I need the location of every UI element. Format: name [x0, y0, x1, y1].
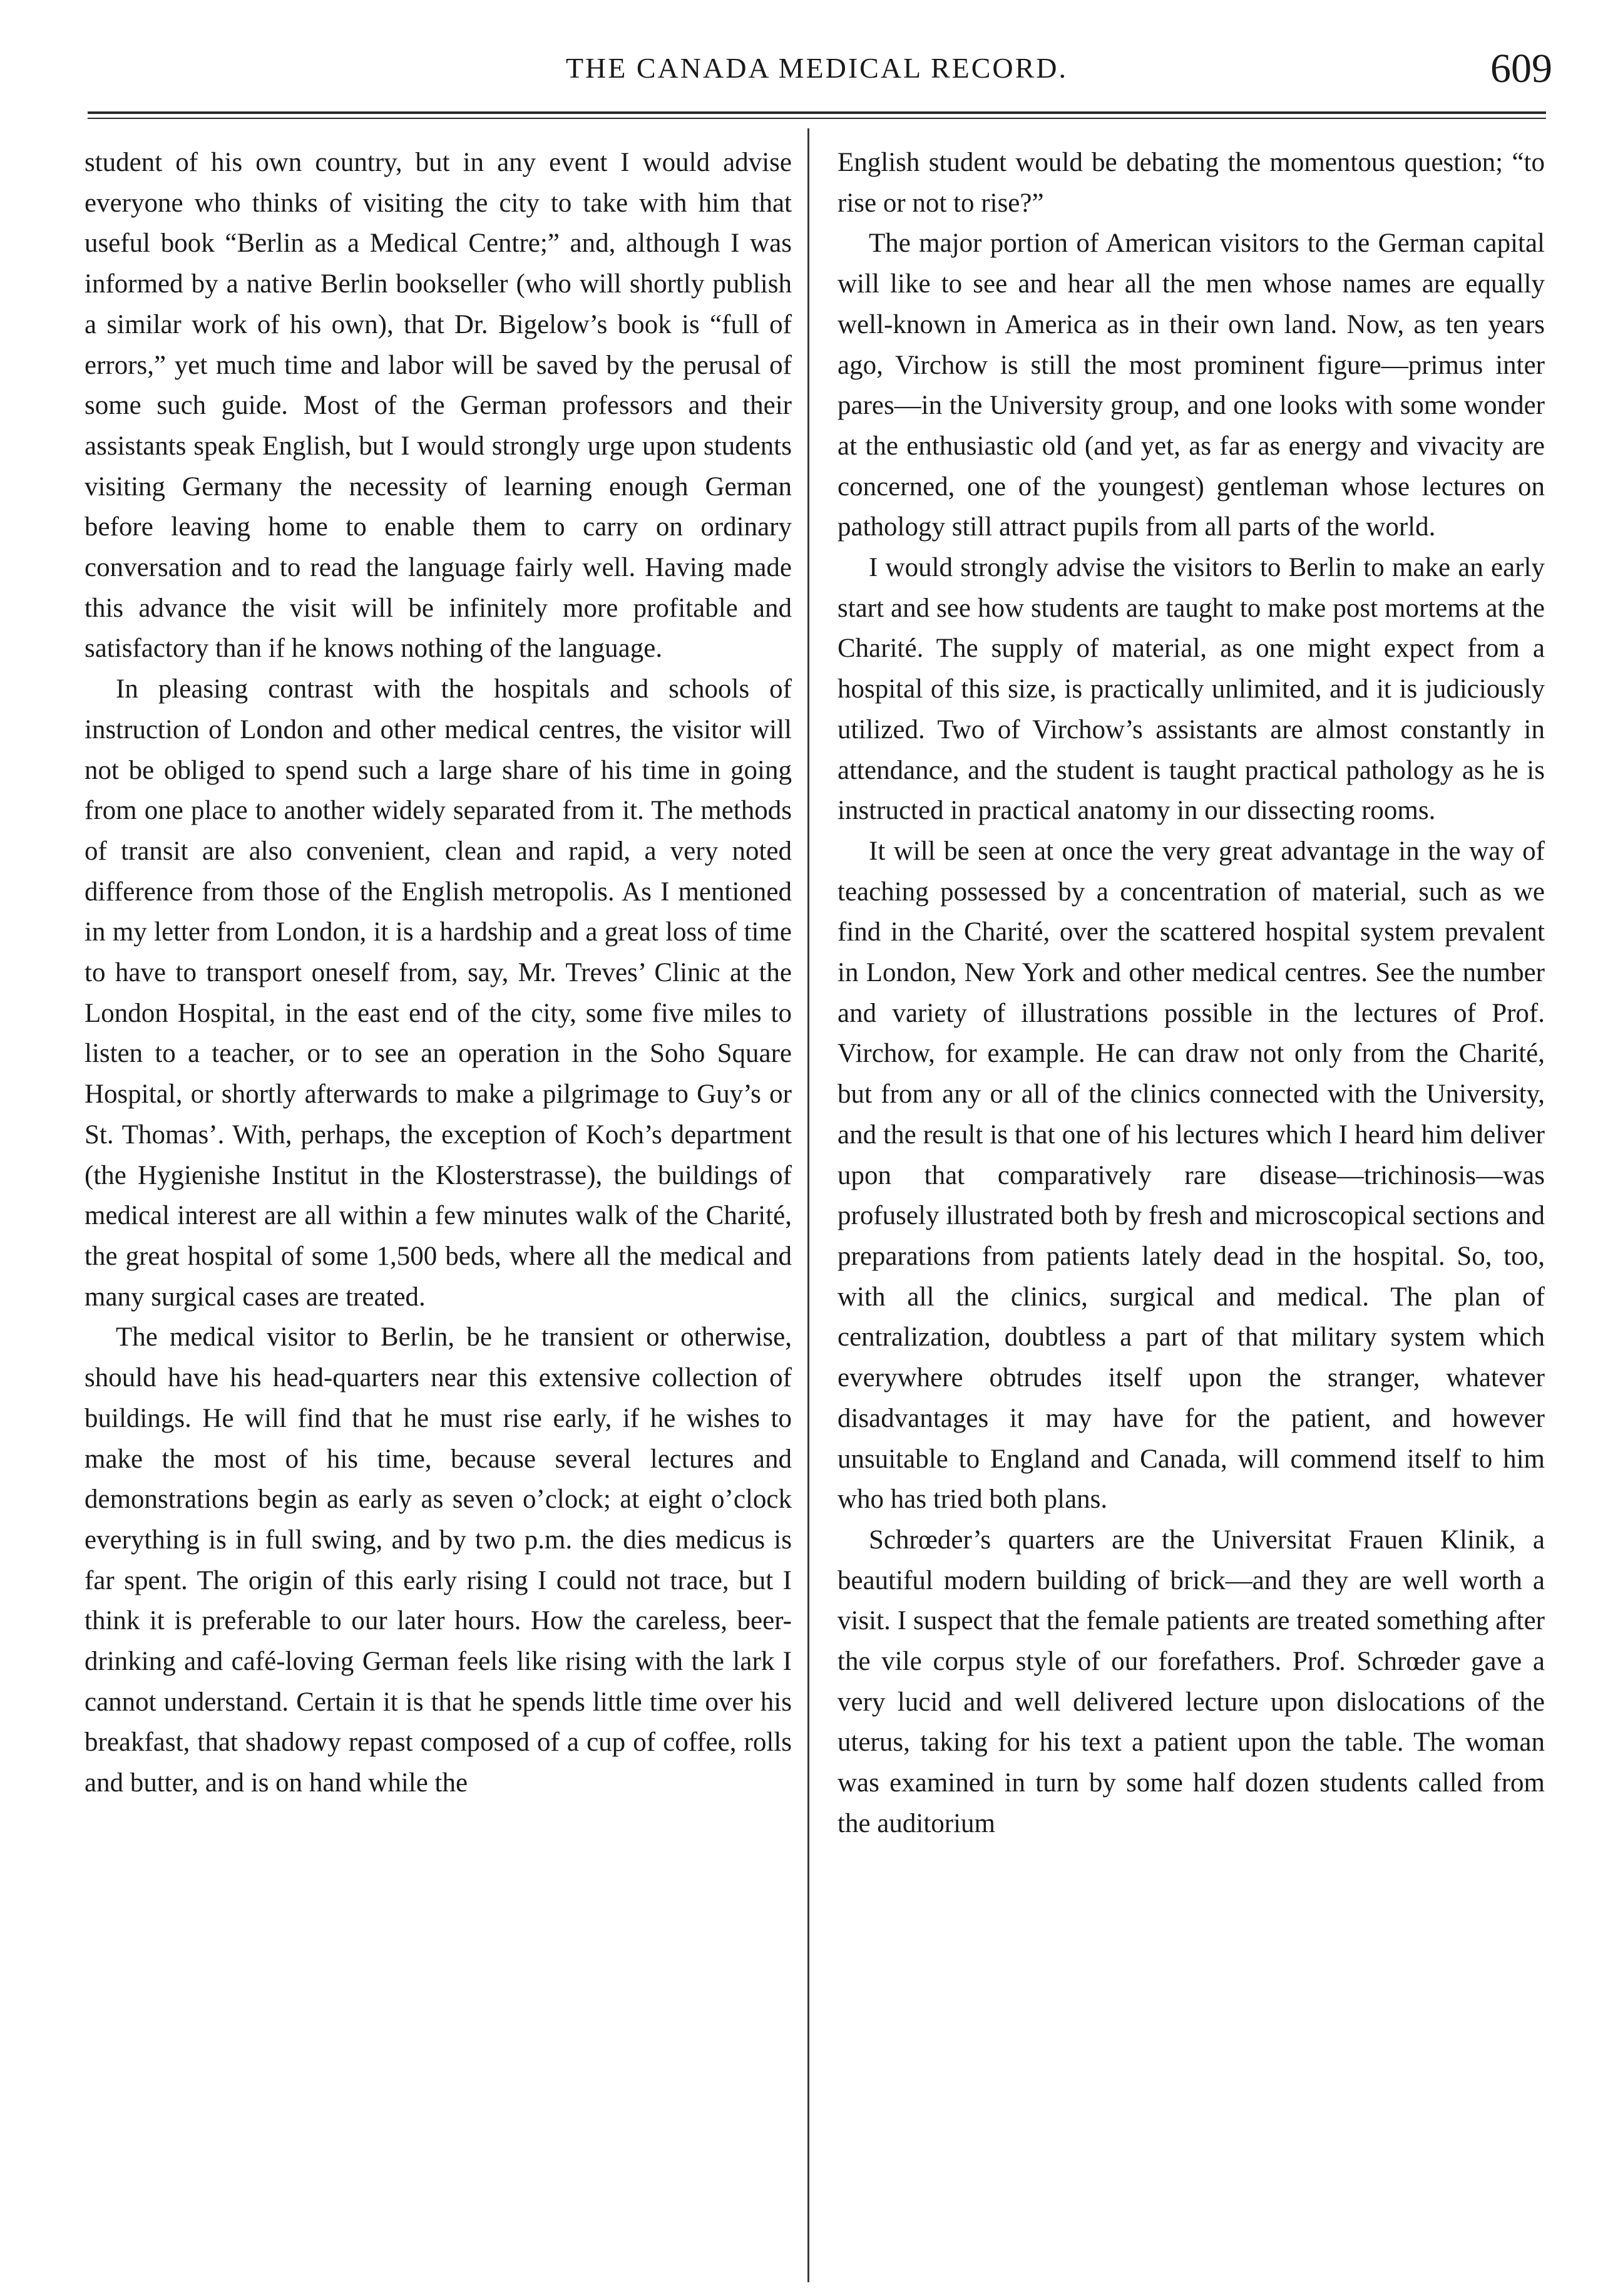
running-title: THE CANADA MEDICAL RECORD. — [565, 52, 1068, 84]
page-number: 609 — [1490, 46, 1552, 91]
paragraph: student of his own country, but in any event I would advise everyone who thinks of visiting the city to take with him that useful book “Berlin as a Medical Centre;” and, although I was informed by a native Berlin bookseller (who will shortly publish a similar work of his own), that Dr. Bigelow’s book is “full of errors,” yet much time and labor will be saved by the perusal of some such guide. Most of the German professors and their assistants speak English, but I would strongly urge upon students visiting Germany the necessity of learning enough German before leaving home to enable them to carry on ordinary conversation and to read the language fairly well. Having made this advance the visit will be infinitely more profitable and satisfactory than if he knows nothing of the language. — [85, 148, 792, 664]
paragraph: English student would be debating the momentous question; “to rise or not to rise?” — [837, 148, 1545, 218]
paragraph: In pleasing contrast with the hospitals and schools of instruction of London and other medical centres, the visitor will not be obliged to spend such a large share of his time in going from one place to another widely separated from it. The methods of transit are also convenient, clean and rapid, a very noted difference from those of the English metropolis. As I mentioned in my letter from London, it is a hardship and a great loss of time to have to transport oneself from, say, Mr. Treves’ Clinic at the London Hospital, in the east end of the city, some five miles to listen to a teacher, or to see an operation in the Soho Square Hospital, or shortly afterwards to make a pilgrimage to Guy’s or St. Thomas’. With, perhaps, the exception of Koch’s department (the Hygienishe Institut in the Klosterstrasse), the buildings of medical interest are all within a few minutes walk of the Charité, the great hospital of some 1,500 beds, where all the medical and many surgical cases are treated. — [85, 674, 792, 1312]
left-column — [85, 143, 792, 1804]
paragraph: The major portion of American visitors to the German capital will like to see and hear all the men whose names are equally well-known in America as in their own land. Now, as ten years ago, Virchow is still the most prominent figure—primus inter pares—in the University group, and one looks with some wonder at the enthusiastic old (and yet, as far as energy and vivacity are concerned, one of the youngest) gentleman whose lectures on pathology still attract pupils from all parts of the world. — [837, 229, 1545, 542]
paragraph: Schrœder’s quarters are the Universitat Frauen Klinik, a beautiful modern building of brick—and they are well worth a visit. I suspect that the female patients are treated something after the vile corpus style of our forefathers. Prof. Schrœder gave a very lucid and well delivered lecture upon dislocations of the uterus, taking for his text a patient upon the table. The woman was examined in turn by some half dozen students called from the auditorium — [837, 1525, 1545, 1838]
paragraph: The medical visitor to Berlin, be he transient or otherwise, should have his head-quarters near this extensive collection of buildings. He will find that he must rise early, if he wishes to make the most of his time, because several lectures and demonstrations begin as early as seven o’clock; at eight o’clock everything is in full swing, and by two p.m. the dies medicus is far spent. The origin of this early rising I could not trace, but I think it is preferable to our later hours. How the careless, beer-drinking and café-loving German feels like rising with the lark I cannot understand. Certain it is that he spends little time over his breakfast, that shadowy repast composed of a cup of coffee, rolls and butter, and is on hand while the — [85, 1322, 792, 1798]
header-rule-thin — [88, 118, 1546, 119]
page-header — [81, 46, 1552, 105]
paragraph: It will be seen at once the very great advantage in the way of teaching possessed by a concentration of material, such as we find in the Charité, over the scattered hospital system prevalent in London, New York and other medical centres. See the number and variety of illustrations possible in the lectures of Prof. Virchow, for example. He can draw not only from the Charité, but from any or all of the clinics connected with the University, and the result is that one of his lectures which I heard him deliver upon that comparatively rare disease—trichinosis—was profusely illustrated both by fresh and microscopical sections and preparations from patients lately dead in the hospital. So, too, with all the clinics, surgical and medical. The plan of centralization, doubtless a part of that military system which everywhere obtrudes itself upon the stranger, whatever disadvantages it may have for the patient, and however unsuitable to England and Canada, will commend itself to him who has tried both plans. — [837, 836, 1545, 1515]
column-divider — [807, 128, 809, 2282]
right-column — [837, 143, 1545, 1845]
header-rule — [88, 111, 1546, 114]
paragraph: I would strongly advise the visitors to Berlin to make an early start and see how students are taught to make post mortems at the Charité. The supply of material, as one might expect from a hospital of this size, is practically unlimited, and it is judiciously utilized. Two of Virchow’s assistants are almost constantly in attendance, and the student is taught practical pathology as he is instructed in practical anatomy in our dissecting rooms. — [837, 553, 1545, 826]
